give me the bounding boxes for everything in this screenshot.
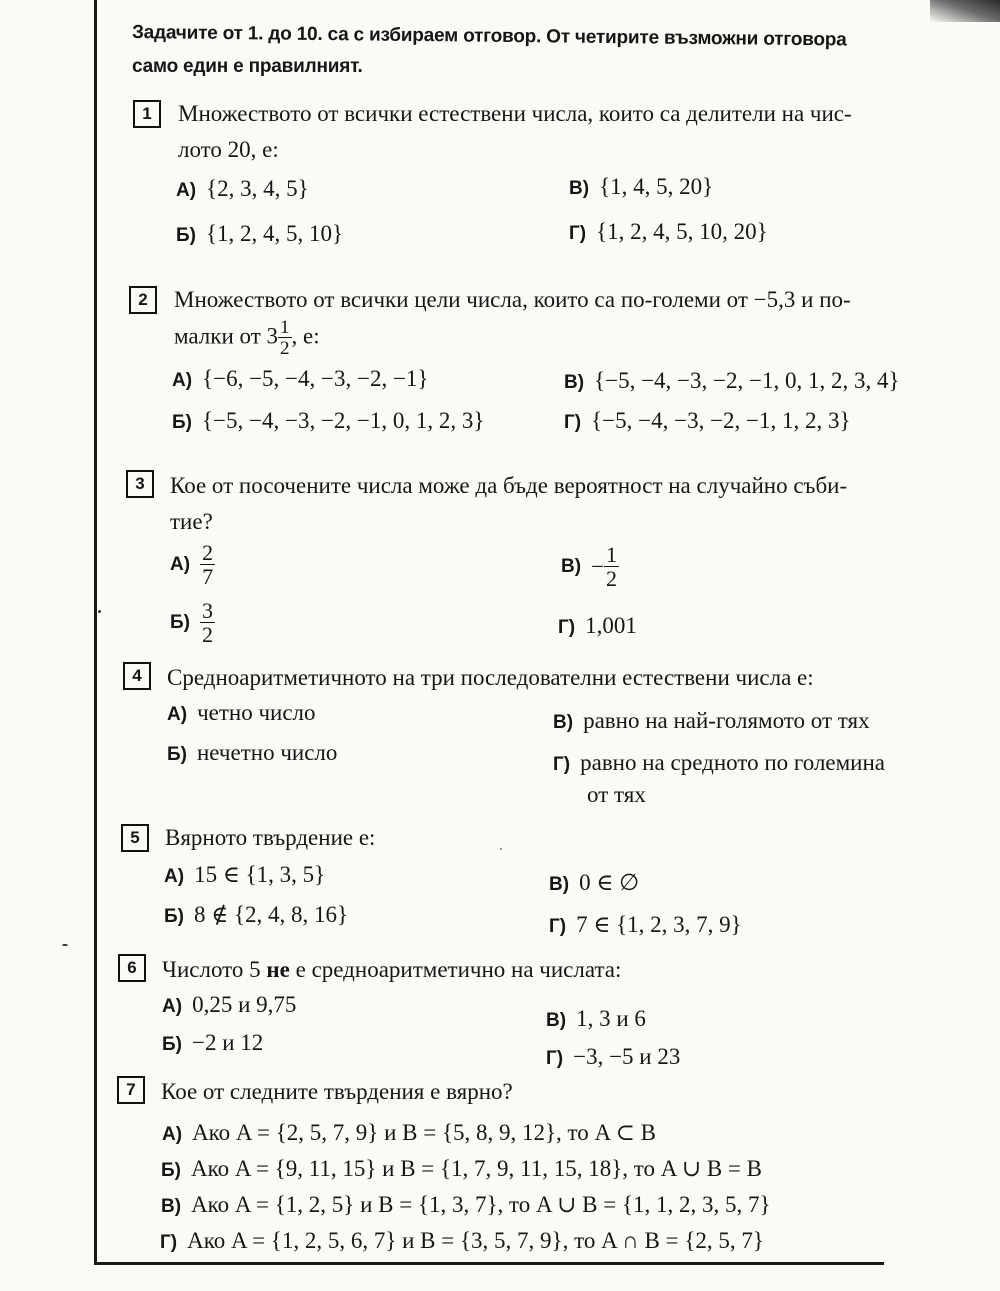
text-fragment: малки от [174,323,267,349]
option-text-continued: от тях [587,782,646,807]
option-text: {1, 4, 5, 20} [599,174,714,199]
option-label: В) [549,874,570,895]
fraction [200,542,215,588]
option-v[interactable] [549,870,639,896]
option-label: А) [162,1124,183,1145]
option-text: 0 ∈ ∅ [579,870,640,895]
option-a[interactable] [162,1120,656,1146]
option-b[interactable] [176,221,343,247]
option-text: Ако A = {1, 2, 5} и B = {1, 3, 7}, то A ∪ B = {1, 1, 2, 3, 5, 7} [191,1192,771,1217]
question-number-box: 2 [129,286,157,314]
instructions-line-1: Задачите от 1. до 10. са с избираем отговор. От четирите възможни отговора [131,22,847,51]
question-text-line-2: тие? [170,509,213,534]
option-label: А) [176,180,197,201]
text-fragment: , е: [291,323,320,349]
option-b[interactable] [167,740,337,766]
option-label: Г) [546,1048,564,1069]
emphasis-not: не [266,957,290,982]
question-text [174,282,974,358]
option-label: Г) [160,1232,178,1253]
question-text-line-1 [162,952,962,988]
option-label: Б) [162,1034,182,1055]
option-label: В) [553,712,574,733]
option-label: Б) [161,1160,181,1181]
minus-sign: − [591,554,605,579]
question-text [167,660,967,696]
scan-speck [98,610,101,613]
option-label: Б) [176,225,196,246]
option-text: Ако A = {2, 5, 7, 9} и B = {5, 8, 9, 12}, то A ⊂ B [192,1120,656,1145]
option-label: Б) [164,906,184,927]
question-text [161,1074,961,1110]
option-a[interactable] [167,700,316,726]
option-label: В) [561,556,582,578]
option-label: Г) [564,412,582,433]
option-text: 7 ∈ {1, 2, 3, 7, 9} [576,912,742,937]
option-label: А) [172,370,193,391]
option-text: четно число [197,700,316,725]
question-text [170,468,970,540]
question-number-box: 5 [121,824,149,852]
text-fragment: Числото 5 [162,957,267,982]
option-text: −3, −5 и 23 [573,1044,681,1069]
fraction-denominator: 2 [280,338,290,359]
option-b[interactable] [170,600,215,646]
instructions-line-2: само един е правилният. [132,56,363,77]
option-g[interactable] [564,408,851,434]
option-g[interactable] [569,219,768,245]
option-text: {−5, −4, −3, −2, −1, 1, 2, 3} [591,408,851,433]
fraction-numerator: 3 [201,598,213,623]
option-g[interactable] [160,1228,764,1254]
option-label: А) [164,866,185,887]
fraction-denominator: 2 [606,566,618,591]
page-frame-left-rule [94,0,97,1265]
option-text: {2, 3, 4, 5} [206,176,309,201]
instructions-header [132,16,932,84]
fraction [604,544,619,590]
question-text-line-1: Множеството от всички цели числа, които са по-големи от −5,3 и по- [174,287,851,312]
fraction-numerator: 1 [606,542,618,567]
option-text: {1, 2, 4, 5, 10} [205,221,344,246]
option-label: В) [546,1010,567,1031]
option-a[interactable] [176,176,309,202]
question-number-box: 4 [123,662,151,690]
option-v[interactable] [161,1192,771,1218]
option-b[interactable] [164,902,348,928]
option-b[interactable] [161,1156,762,1182]
option-label: Г) [553,754,571,775]
option-text: 0,25 и 9,75 [192,992,297,1017]
option-text: 1,001 [585,613,637,638]
question-text-line-1: Вярното твърдение е: [165,825,376,850]
mixed-number-fraction [278,318,292,358]
option-label: А) [170,554,191,576]
option-v[interactable] [569,174,713,200]
option-text: равно на средното по големина [580,750,886,775]
option-text: 8 ∉ {2, 4, 8, 16} [193,902,349,927]
option-v[interactable] [564,368,900,394]
option-label: Б) [170,612,190,634]
option-text: {1, 2, 4, 5, 10, 20} [596,219,768,244]
option-a[interactable] [170,542,215,588]
option-text: Ако A = {1, 2, 5, 6, 7} и B = {3, 5, 7, 9}, то A ∩ B = {2, 5, 7} [187,1228,764,1253]
option-label: Г) [549,916,567,937]
option-text: нечетно число [196,740,338,765]
option-text: −2 и 12 [191,1030,264,1055]
option-label: А) [162,996,183,1017]
option-label: Б) [167,744,187,765]
question-text-line-1: Множеството от всички естествени числа, които са делители на чис- [178,101,852,126]
option-label: В) [161,1196,182,1217]
page-frame-bottom-rule [94,1262,884,1265]
fraction-numerator: 1 [280,317,290,338]
scan-corner-shadow [930,0,1000,22]
question-text-line-1: Средноаритметичното на три последователни естествени числа е: [167,665,814,690]
fraction-denominator: 2 [201,622,213,647]
fraction-denominator: 7 [202,564,214,589]
question-text [165,820,965,856]
fraction-numerator: 2 [202,540,214,565]
option-g[interactable] [549,912,742,938]
fraction [200,600,215,646]
option-b[interactable] [172,408,484,434]
question-text-line-2: лото 20, е: [178,137,279,162]
option-v[interactable] [553,708,870,734]
option-text: 1, 3 и 6 [576,1006,646,1031]
option-text: равно на най-голямото от тях [583,708,870,733]
option-a[interactable] [164,862,325,888]
option-label: В) [569,178,590,199]
option-a[interactable] [162,992,296,1018]
option-text: {−5, −4, −3, −2, −1, 0, 1, 2, 3, 4} [594,368,900,393]
question-text [178,96,968,168]
question-number-box: 1 [133,100,161,128]
text-fragment: е средноаритметично на числата: [289,957,622,982]
option-g[interactable] [553,748,885,810]
option-v[interactable] [561,544,619,590]
option-label: А) [167,704,188,725]
question-number-box: 7 [117,1076,145,1104]
question-text-line-2 [174,318,974,358]
option-a[interactable] [172,366,428,392]
option-g[interactable] [558,613,637,639]
option-text: 15 ∈ {1, 3, 5} [194,862,326,887]
option-b[interactable] [162,1030,263,1056]
question-text-line-1: Кое от следните твърдения е вярно? [161,1079,513,1104]
option-label: Г) [558,617,576,638]
option-label: Г) [569,223,587,244]
option-text: Ако A = {9, 11, 15} и B = {1, 7, 9, 11, 15, 18}, то A ∪ B = B [190,1156,762,1181]
option-v[interactable] [546,1006,646,1032]
scan-speck [62,944,68,946]
option-label: Б) [172,412,192,433]
question-text [162,952,962,988]
option-text: {−6, −5, −4, −3, −2, −1} [202,366,429,391]
option-g[interactable] [546,1044,680,1070]
question-number-box: 3 [126,470,154,498]
mixed-number-whole: 3 [266,323,279,349]
option-text: {−5, −4, −3, −2, −1, 0, 1, 2, 3} [201,408,485,433]
option-label: В) [564,372,585,393]
question-number-box: 6 [118,954,146,982]
question-text-line-1: Кое от посочените числа може да бъде вероятност на случайно съби- [170,473,848,498]
